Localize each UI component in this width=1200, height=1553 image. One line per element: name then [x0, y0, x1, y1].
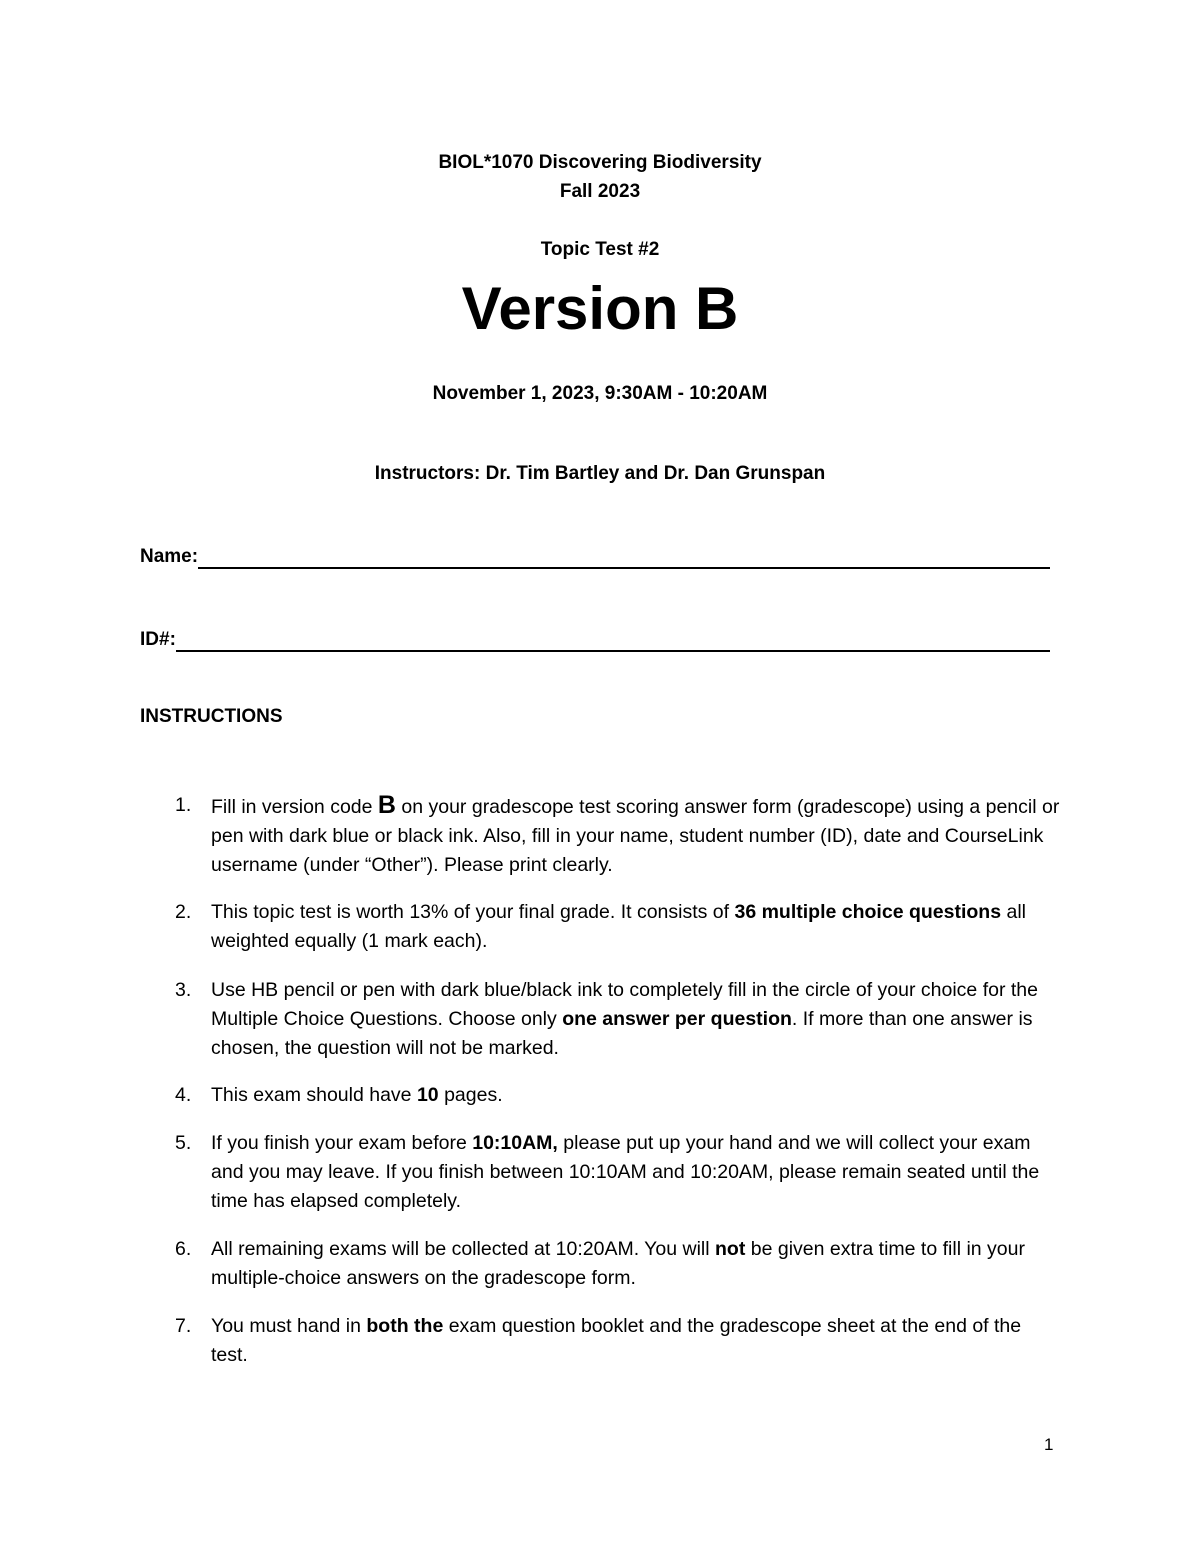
- instruction-item: [140, 1235, 1060, 1293]
- name-field[interactable]: [140, 541, 1050, 569]
- id-label: ID#:: [140, 629, 176, 650]
- instruction-text: This exam should have 10 pages.: [211, 1084, 503, 1106]
- name-blank-line[interactable]: [198, 545, 1050, 569]
- id-blank-line[interactable]: [176, 628, 1050, 652]
- instruction-text: You must hand in both the exam question booklet and the gradescope sheet at the end of the test.: [211, 1315, 1022, 1366]
- instruction-text: This topic test is worth 13% of your final grade. It consists of 36 multiple choice questions all weighted equally (1 mark each).: [211, 901, 1026, 952]
- instructors: Instructors: Dr. Tim Bartley and Dr. Dan Grunspan: [374, 463, 826, 484]
- instruction-text: Use HB pencil or pen with dark blue/black ink to completely fill in the circle of your choice for the Multiple Choice Questions. Choose only one answer per question. If more than one answer is chosen, the question will not be marked.: [211, 979, 1038, 1059]
- page-number: 1: [1044, 1435, 1054, 1454]
- instruction-item: [140, 791, 1060, 880]
- instruction-item: [140, 1081, 1060, 1110]
- instruction-item: [140, 976, 1060, 1063]
- instruction-number: 3.: [175, 979, 192, 1001]
- instruction-number: 5.: [175, 1132, 192, 1154]
- instructions-heading: INSTRUCTIONS: [140, 706, 283, 727]
- instruction-number: 7.: [175, 1315, 192, 1337]
- test-title: Topic Test #2: [540, 239, 660, 260]
- instruction-number: 4.: [175, 1084, 192, 1106]
- instruction-item: [140, 1312, 1060, 1370]
- instruction-item: [140, 1129, 1060, 1216]
- instruction-number: 2.: [175, 901, 192, 923]
- instruction-number: 1.: [175, 794, 192, 816]
- id-field[interactable]: [140, 624, 1050, 652]
- instruction-text: If you finish your exam before 10:10AM, please put up your hand and we will collect your exam and you may leave. If you finish between 10:10AM and 10:20AM, please remain seated until the time has elapsed completely.: [211, 1132, 1040, 1212]
- instruction-text: All remaining exams will be collected at 10:20AM. You will not be given extra time to fill in your multiple-choice answers on the gradescope form.: [211, 1238, 1025, 1289]
- exam-datetime: November 1, 2023, 9:30AM - 10:20AM: [432, 383, 768, 404]
- instruction-text: Fill in version code B on your gradescope test scoring answer form (gradescope) using a pencil or pen with dark blue or black ink. Also, fill in your name, student number (ID), date and CourseLink username (under “Other”). Please print clearly.: [211, 791, 1060, 876]
- instruction-item: [140, 898, 1060, 956]
- version-title: Version B: [461, 275, 739, 342]
- term: Fall 2023: [559, 181, 641, 202]
- instruction-number: 6.: [175, 1238, 192, 1260]
- name-label: Name:: [140, 546, 199, 567]
- course-title: BIOL*1070 Discovering Biodiversity: [438, 152, 762, 173]
